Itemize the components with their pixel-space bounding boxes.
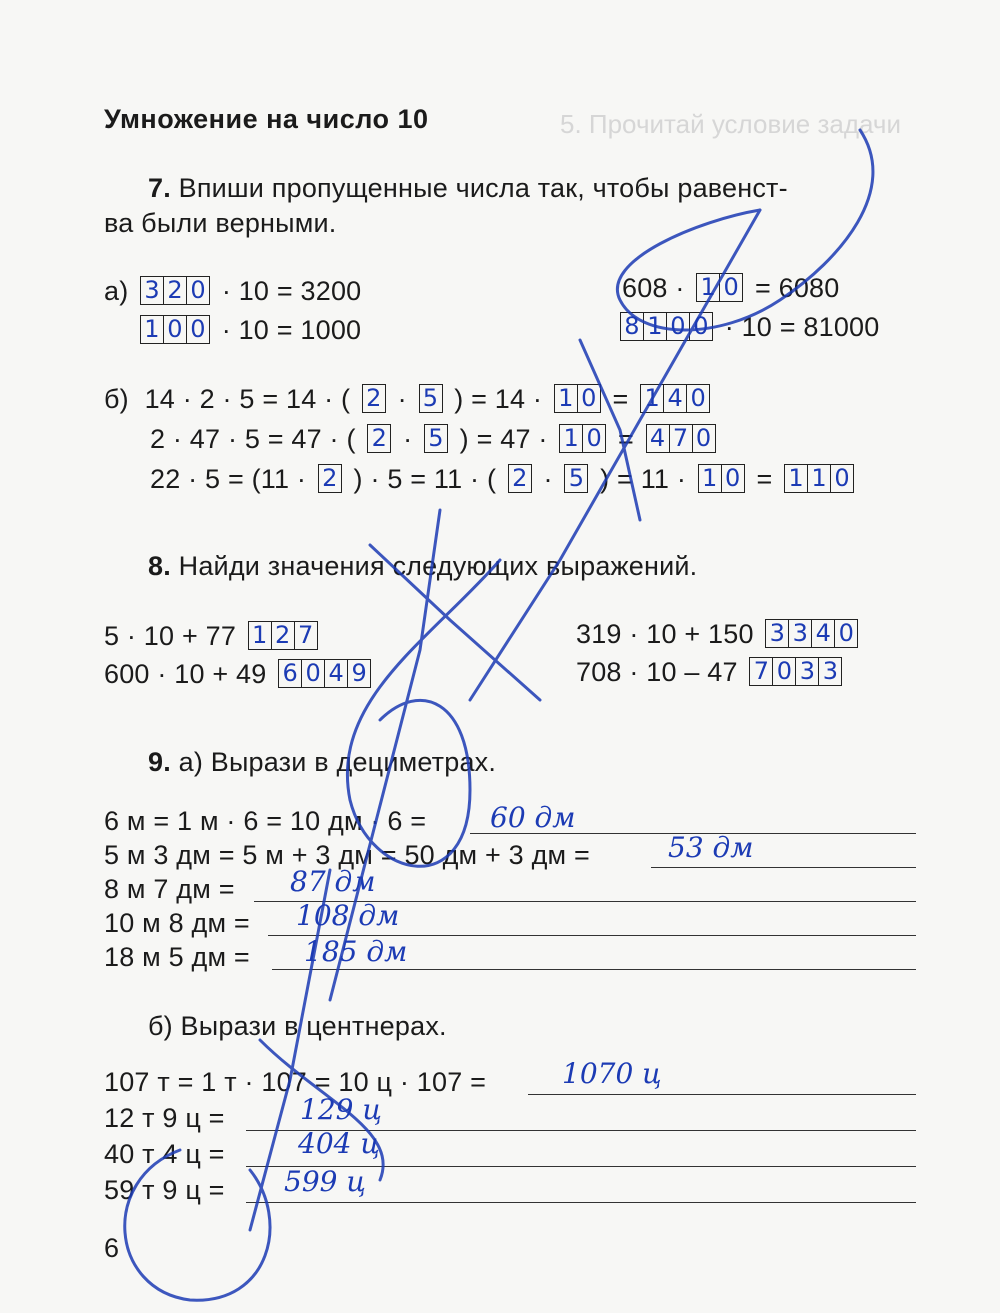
digit-cell: 0: [834, 464, 850, 493]
digit-cell: 6: [279, 660, 302, 687]
digit-cell: 3: [141, 277, 164, 304]
digit-cell: 5: [422, 384, 439, 413]
scribble-stroke: [470, 210, 760, 700]
task9a-text: а) Вырази в дециметрах.: [178, 747, 497, 777]
digit-cell: 3: [822, 657, 839, 686]
expression-text: 600 · 10 + 49: [104, 659, 267, 689]
task7-number: 7.: [148, 173, 171, 203]
bleed-through-text: 5. Прочитай условие задачи: [560, 109, 901, 139]
digit-cell: 2: [366, 384, 382, 413]
handwritten-answer: 53 дм: [668, 831, 754, 864]
task9a-row4-question: 10 м 8 дм =: [104, 908, 250, 938]
equation-text: = 6080: [754, 273, 840, 303]
scribble-stroke: [580, 340, 640, 520]
digit-cell: 2: [322, 464, 338, 493]
expression-text: 708 · 10 – 47: [576, 657, 738, 687]
digit-cell: 0: [690, 384, 706, 413]
digit-cell: 1: [249, 622, 272, 649]
scribble-stroke: [250, 870, 330, 1230]
handwritten-answer: 87 дм: [290, 865, 376, 898]
task9a-row5-question: 18 м 5 дм =: [104, 942, 250, 972]
digit-cell: 4: [647, 425, 670, 452]
digit-cell: 0: [723, 273, 739, 302]
equation-text: ·: [543, 464, 553, 494]
digit-cell: 8: [621, 313, 644, 340]
digit-cell: 7: [750, 658, 773, 685]
equation-text: · 10 = 3200: [221, 276, 362, 306]
digit-cell: 4: [325, 660, 348, 687]
task9b-row2-question: 12 т 9 ц =: [104, 1103, 225, 1133]
equation-text: ) = 11 ·: [600, 464, 687, 494]
digit-cell: 9: [351, 659, 367, 688]
digit-cell: 0: [190, 276, 206, 305]
task8-number: 8.: [148, 551, 171, 581]
task9a-row3-question: 8 м 7 дм =: [104, 874, 235, 904]
task7b-label: б): [104, 384, 129, 414]
digit-cell: 0: [838, 619, 855, 648]
digit-cell: 5: [428, 424, 444, 453]
task9a-row1-question: 6 м = 1 м · 6 = 10 дм · 6 =: [104, 806, 427, 836]
digit-cell: 7: [670, 425, 693, 452]
handwritten-answer: 108 дм: [296, 899, 400, 932]
task8-text: Найди значения следующих выражений.: [178, 551, 698, 581]
task7a-label: а): [104, 276, 129, 306]
digit-cell: 1: [560, 425, 583, 452]
task9a-row2-question: 5 м 3 дм = 5 м + 3 дм = 50 дм + 3 дм =: [104, 840, 590, 870]
equation-text: 14 · 2 · 5 = 14 · (: [144, 384, 351, 414]
digit-cell: 1: [644, 313, 667, 340]
digit-cell: 0: [586, 424, 602, 453]
task9b-row3-question: 40 т 4 ц =: [104, 1139, 225, 1169]
handwritten-answer: 1070 ц: [562, 1057, 662, 1090]
digit-cell: 0: [667, 313, 690, 340]
digit-cell: 1: [699, 465, 722, 492]
digit-cell: 0: [190, 315, 206, 344]
task7-text: Впиши пропущенные числа так, чтобы равенст-: [178, 173, 788, 203]
expression-text: 5 · 10 + 77: [104, 621, 237, 651]
digit-cell: 0: [581, 384, 597, 413]
digit-cell: 0: [773, 658, 796, 685]
digit-cell: 1: [641, 385, 664, 412]
task7-text-line2: ва были верными.: [104, 208, 337, 238]
digit-cell: 3: [796, 658, 819, 685]
scribble-stroke: [260, 1040, 383, 1180]
scribble-stroke: [370, 545, 540, 700]
scribble-stroke: [347, 560, 500, 866]
digit-cell: 1: [808, 465, 831, 492]
digit-cell: 0: [302, 660, 325, 687]
digit-cell: 2: [272, 622, 295, 649]
equation-text: ) · 5 = 11 · (: [353, 464, 497, 494]
page-title: Умножение на число 10: [104, 104, 429, 134]
task9b-row4-question: 59 т 9 ц =: [104, 1175, 225, 1205]
digit-cell: 2: [512, 464, 528, 493]
digit-cell: 4: [664, 385, 687, 412]
equation-text: ·: [397, 384, 407, 414]
digit-cell: 0: [693, 312, 709, 341]
digit-cell: 0: [164, 316, 187, 343]
equation-text: =: [756, 464, 773, 494]
digit-cell: 3: [766, 620, 789, 647]
digit-cell: 3: [789, 620, 812, 647]
handwritten-answer: 404 ц: [298, 1127, 380, 1160]
digit-cell: 2: [164, 277, 187, 304]
equation-text: =: [617, 424, 634, 454]
equation-text: 2 · 47 · 5 = 47 · (: [150, 424, 356, 454]
digit-cell: 1: [555, 385, 578, 412]
equation-text: · 10 = 81000: [724, 312, 880, 342]
digit-cell: 4: [812, 620, 835, 647]
equation-text: ) = 47 ·: [459, 424, 548, 454]
task9-number: 9.: [148, 747, 171, 777]
handwritten-answer: 599 ц: [284, 1165, 366, 1198]
equation-text: ·: [403, 424, 413, 454]
digit-cell: 1: [785, 465, 808, 492]
digit-cell: 1: [141, 316, 164, 343]
digit-cell: 2: [371, 424, 388, 453]
digit-cell: 0: [695, 424, 712, 453]
scribble-stroke: [330, 510, 440, 1000]
digit-cell: 5: [568, 464, 585, 493]
task9b-row1-question: 107 т = 1 т · 107 = 10 ц · 107 =: [104, 1067, 487, 1097]
scribble-stroke: [617, 130, 873, 330]
equation-text: 608 ·: [622, 273, 685, 303]
equation-text: · 10 = 1000: [221, 315, 362, 345]
scribble-stroke: [125, 1150, 270, 1300]
handwritten-answer: 129 ц: [300, 1093, 382, 1126]
expression-text: 319 · 10 + 150: [576, 619, 754, 649]
handwritten-answer: 60 дм: [490, 801, 576, 834]
task9b-heading: б) Вырази в центнерах.: [148, 1011, 447, 1041]
equation-text: 22 · 5 = (11 ·: [150, 464, 307, 494]
digit-cell: 7: [298, 621, 314, 650]
page-number: 6: [104, 1233, 120, 1263]
digit-cell: 1: [697, 274, 720, 301]
digit-cell: 0: [725, 464, 741, 493]
handwritten-answer: 185 дм: [304, 935, 408, 968]
equation-text: ) = 14 ·: [454, 384, 543, 414]
equation-text: =: [612, 384, 629, 414]
